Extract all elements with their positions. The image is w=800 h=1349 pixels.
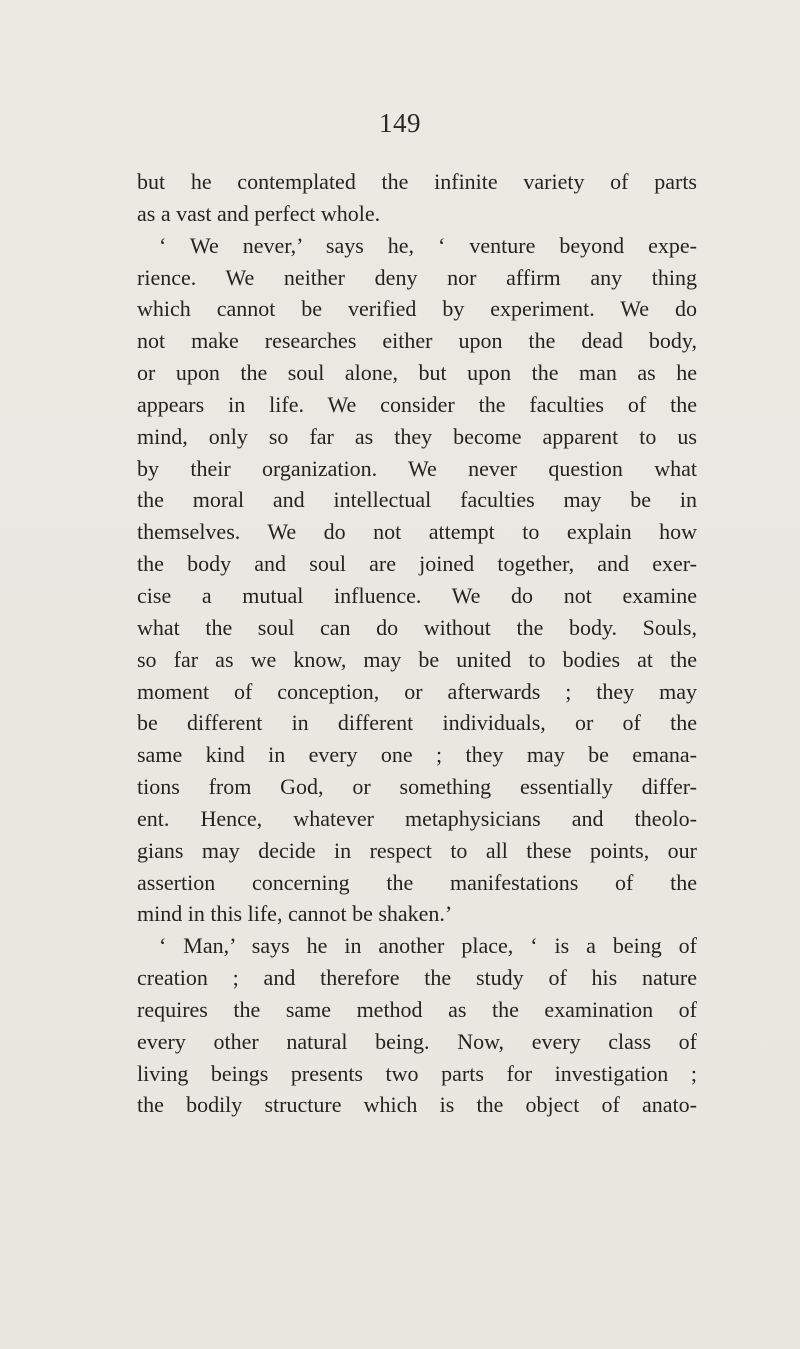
text-line: so far as we know, may be united to bodies at the bbox=[137, 646, 697, 672]
text-line: the body and soul are joined together, and exer- bbox=[137, 551, 697, 577]
text-line: mind, only so far as they become apparent to us bbox=[137, 423, 697, 449]
text-line: not make researches either upon the dead body, bbox=[137, 328, 697, 354]
text-line: cise a mutual influence. We do not examine bbox=[137, 582, 697, 608]
text-line: by their organization. We never question what bbox=[137, 455, 697, 481]
text-line: ‘ Man,’ says he in another place, ‘ is a being of bbox=[159, 933, 697, 959]
text-line: appears in life. We consider the faculties of the bbox=[137, 391, 697, 417]
text-line: living beings presents two parts for investigation ; bbox=[137, 1060, 697, 1086]
text-line: ‘ We never,’ says he, ‘ venture beyond expe- bbox=[159, 232, 697, 258]
text-line: tions from God, or something essentially differ- bbox=[137, 774, 697, 800]
text-line: same kind in every one ; they may be emana- bbox=[137, 742, 697, 768]
text-line: every other natural being. Now, every class of bbox=[137, 1028, 697, 1054]
text-line: assertion concerning the manifestations of the bbox=[137, 869, 697, 895]
text-line: ent. Hence, whatever metaphysicians and theolo- bbox=[137, 805, 697, 831]
text-line: requires the same method as the examination of bbox=[137, 996, 697, 1022]
text-line: but he contemplated the infinite variety of parts bbox=[137, 169, 697, 194]
text-line: moment of conception, or afterwards ; they may bbox=[137, 678, 697, 704]
body-text bbox=[137, 166, 697, 1121]
text-line: the moral and intellectual faculties may be in bbox=[137, 487, 697, 513]
text-line: creation ; and therefore the study of his nature bbox=[137, 965, 697, 991]
text-line: or upon the soul alone, but upon the man as he bbox=[137, 360, 697, 386]
text-line: as a vast and perfect whole. bbox=[137, 200, 381, 226]
text-line: what the soul can do without the body. Souls, bbox=[137, 614, 697, 640]
text-line: rience. We neither deny nor affirm any thing bbox=[137, 264, 697, 290]
page-number: 149 bbox=[379, 108, 421, 138]
text-line: mind in this life, cannot be shaken.’ bbox=[137, 901, 453, 927]
text-line: which cannot be verified by experiment. We do bbox=[137, 296, 697, 322]
text-line: themselves. We do not attempt to explain how bbox=[137, 519, 697, 545]
text-line: gians may decide in respect to all these points, our bbox=[137, 837, 697, 863]
text-line: be different in different individuals, or of the bbox=[137, 710, 697, 736]
text-line: the bodily structure which is the object of anato- bbox=[137, 1092, 697, 1118]
